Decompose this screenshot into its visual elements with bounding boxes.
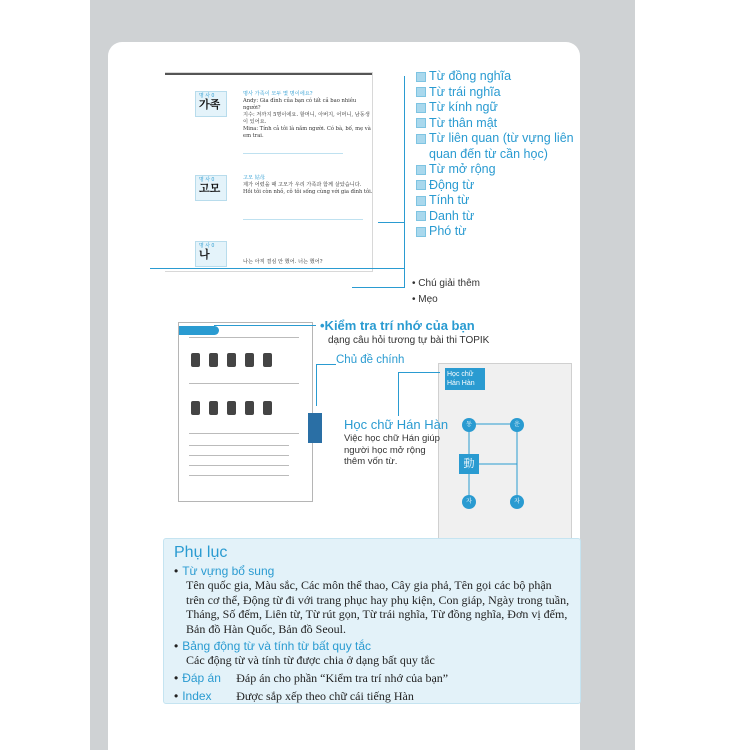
legend-label: Từ trái nghĩa [429,84,501,99]
synonym-icon [416,72,426,82]
legend-label: Từ liên quan (từ vựng liên quan đến từ cần học) [429,131,574,161]
connector-line [214,325,316,326]
adjective-icon [416,196,426,206]
hanja-page-preview [438,363,572,551]
word-tag [195,91,227,117]
note-label: Chú giải thêm [418,278,480,289]
legend-item-danh-tu [416,209,596,225]
chapter-side-tab [308,413,322,443]
quiz-image [209,401,218,415]
hanja-section-desc: Việc học chữ Hán giúp người học mở rộng thêm vốn từ. [344,433,440,467]
quiz-image [191,353,200,367]
appendix-row-key: Index [182,688,212,703]
legend-item-kinh-ngu [416,100,596,116]
entry-line: Andy: Gia đình của bạn có tất cả bao nhiêu người? [243,98,357,111]
legend-item-trai-nghia [416,85,596,101]
connector-line [150,268,405,269]
quiz-line [189,337,299,338]
entry-text [243,175,373,196]
tag-label: 명 사 0 [199,93,215,99]
appendix-row-key: Đáp án [182,670,221,685]
legend-list [416,69,596,240]
bullet-icon: • [174,564,179,578]
tag-label: 명 사 0 [199,177,215,183]
quiz-line [189,455,289,456]
appendix-item-body: Tên quốc gia, Màu sắc, Các môn thể thao, Cây gia phả, Tên gọi các bộ phận trên cơ thể, Động từ đi với trang phục hay phụ kiện, Con giáp, Ngày trong tuần, Tháng, Số đếm, Liên từ, Từ rút gọn, Từ trái nghĩa, Từ đồng nghĩa, Đơn vị đếm, Bản đồ Hàn Quốc, Bản đồ Seoul. [186,578,570,636]
note-label: Mẹo [418,294,438,305]
legend-label: Động từ [429,177,475,192]
antonym-icon [416,87,426,97]
informal-icon [416,118,426,128]
dictionary-page-preview [165,72,373,272]
legend-item-lien-quan [416,131,596,162]
connector-line [316,364,336,365]
legend-label: Từ thân mật [429,115,498,130]
hanja-node: 운 [510,418,524,432]
quiz-image-row [191,401,281,423]
word-headword: 고모 [199,183,221,195]
appendix-title: Phụ lục [174,544,228,561]
entry-line: 제가 어렸을 때 고모가 우리 가족과 함께 살았습니다. [243,182,362,188]
noun-icon [416,211,426,221]
quiz-line [189,465,289,466]
quiz-image [263,401,272,415]
connector-line [398,372,399,416]
page-top-rule [165,73,372,75]
quiz-header-tab [179,326,219,335]
quiz-image-row [191,353,281,375]
connector-line [378,222,404,223]
appendix-row-value: Đáp án cho phần “Kiểm tra trí nhớ của bạn” [236,670,449,685]
entry-line: 지수: 저까지 5명이에요. 할머니, 아버지, 어머니, 남동생이 있어요. [243,112,370,125]
quiz-image [227,353,236,367]
appendix-item-bat-quy-tac [174,639,570,653]
note-meo: • Mẹo [412,294,438,305]
entry-line: Mina: Tính cả tôi là năm người. Có bà, bố, mẹ và em trai. [243,126,371,139]
legend-label: Từ mở rộng [429,162,496,176]
appendix-item-tu-vung [174,564,570,578]
quiz-page-preview [178,322,313,502]
verb-icon [416,180,426,190]
word-headword: 나 [199,249,210,261]
connector-line [398,372,440,373]
legend-label: Phó từ [429,224,467,238]
hanja-node: 자 [462,495,476,509]
bullet-icon: • [174,670,179,685]
related-icon [416,134,426,144]
appendix-row-value: Được sắp xếp theo chữ cái tiếng Hàn [236,688,414,703]
honorific-icon [416,103,426,113]
quiz-image [263,353,272,367]
connector-line [316,364,317,406]
entry-text [243,259,373,266]
chude-label: Chủ đề chính [336,354,405,366]
legend-label: Danh từ [429,208,475,223]
hanja-header: Học chữ Hán Hàn [445,368,485,390]
hanja-section-title: Học chữ Hán Hàn [344,417,449,432]
legend-item-dong-tu [416,178,596,194]
entry-divider [243,153,343,154]
legend-label: Từ kính ngữ [429,100,498,114]
appendix-row-index [174,689,570,704]
appendix-box [163,538,581,704]
entry-divider [243,219,363,220]
entry-line: 고모 姑母 [243,175,266,181]
entry-text [243,91,373,140]
legend-item-mo-rong [416,162,596,178]
hanja-node: 자 [510,495,524,509]
entry-line: Hồi tôi còn nhỏ, cô tôi sống cùng với gia đình tôi. [243,189,373,195]
tag-label: 명 사 0 [199,243,215,249]
quiz-image [245,353,254,367]
hanja-node: 동 [462,418,476,432]
quiz-line [189,445,289,446]
legend-label: Từ đồng nghĩa [429,69,512,83]
adverb-icon [416,227,426,237]
kiemtra-subtitle: dạng câu hỏi tương tự bài thi TOPIK [328,335,490,346]
quiz-line [189,475,289,476]
quiz-line [189,433,299,434]
appendix-item-label: Bảng động từ và tính từ bất quy tắc [182,639,372,653]
appendix-row-dap-an [174,671,570,686]
word-tag [195,175,227,201]
note-chu-giai: • Chú giải thêm [412,278,480,289]
quiz-line [189,383,299,384]
bullet-icon: • [174,688,179,703]
appendix-item-label: Từ vựng bổ sung [182,564,275,578]
legend-item-pho-tu [416,224,596,240]
quiz-image [227,401,236,415]
entry-line: 나는 아직 결심 안 했어. 너는 했어? [243,259,323,265]
bullet-icon: • [174,639,179,653]
quiz-image [245,401,254,415]
appendix-item-body: Các động từ và tính từ được chia ở dạng bất quy tắc [186,653,435,667]
legend-label: Tính từ [429,193,470,207]
connector-line [352,287,404,288]
kiemtra-title: •Kiểm tra trí nhớ của bạn [320,318,475,333]
entry-line: 명사 가족이 모두 몇 명이에요? [243,91,313,97]
extension-icon [416,165,426,175]
hanja-center: 動 [459,454,479,474]
word-tag [195,241,227,267]
legend-item-than-mat [416,116,596,132]
quiz-image [209,353,218,367]
word-headword: 가족 [199,99,221,111]
connector-line [404,76,405,288]
legend-item-dong-nghia [416,69,596,85]
quiz-image [191,401,200,415]
legend-item-tinh-tu [416,193,596,209]
